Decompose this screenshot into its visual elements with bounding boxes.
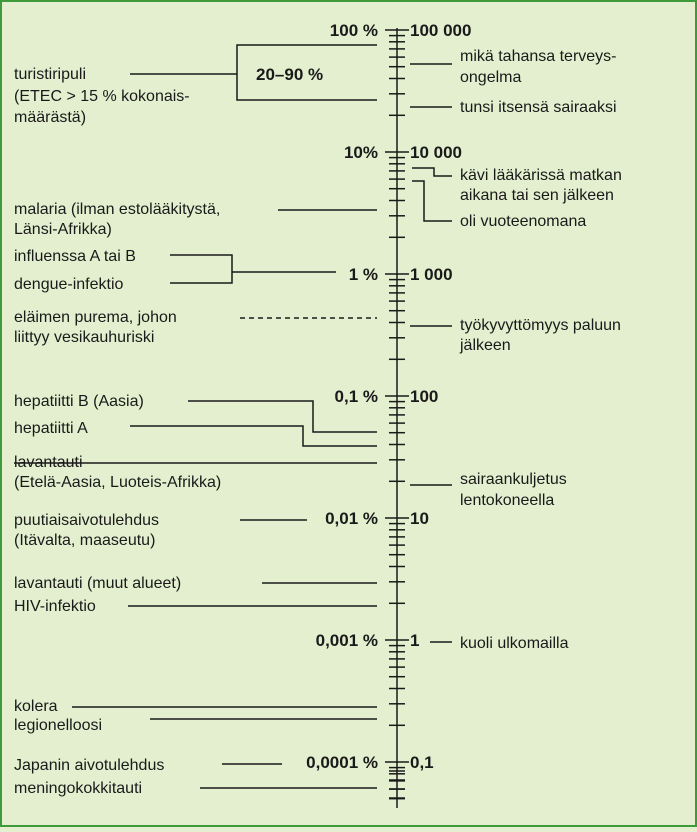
scale-count-label: 1 — [410, 631, 420, 650]
scale-percent-label: 0,001 % — [315, 631, 378, 650]
label-hiv: HIV-infektio — [14, 598, 96, 615]
label-tyokyvyttomyys: työkyvyttömyys paluun — [460, 317, 621, 334]
label-kavi-laakarissa: kävi lääkärissä matkan — [460, 167, 622, 184]
scale-count-label: 0,1 — [410, 753, 434, 772]
scale-percent-label: 100 % — [329, 21, 378, 40]
scale-count-label: 100 — [410, 387, 439, 406]
scale-percent-label: 0,01 % — [325, 509, 378, 528]
label-sairaankuljetus: sairaankuljetus — [460, 471, 567, 488]
leader-line — [130, 426, 377, 446]
label-puutiaisaivotulehdus-region: (Itävalta, maaseutu) — [14, 532, 156, 549]
label-japanin-aivotulehdus: Japanin aivotulehdus — [14, 757, 165, 774]
label-legionelloosi: legionelloosi — [14, 717, 103, 734]
scale-count-label: 1 000 — [410, 265, 453, 284]
group-bracket — [170, 255, 232, 283]
label-vesikauhuriski: liittyy vesikauhuriski — [14, 329, 155, 346]
diagram-border — [1, 1, 696, 826]
label-turistiripuli: turistiripuli — [14, 66, 87, 83]
label-puutiaisaivotulehdus: puutiaisaivotulehdus — [14, 512, 159, 529]
label-sairaankuljetus-cont: lentokoneella — [460, 492, 555, 509]
leader-line — [412, 181, 452, 221]
label-influenssa: influenssa A tai B — [14, 248, 136, 265]
scale-percent-label: 0,1 % — [334, 387, 378, 406]
label-meningokokkitauti: meningokokkitauti — [14, 780, 143, 797]
label-turistiripuli-note: määrästä) — [14, 109, 87, 126]
label-elaimen-purema: eläimen purema, johon — [14, 309, 177, 326]
scale-percent-label: 10% — [343, 143, 378, 162]
label-tunsi-sairaaksi: tunsi itsensä sairaaksi — [460, 99, 617, 116]
label-tyokyvyttomyys-cont: jälkeen — [460, 337, 511, 354]
label-lavantauti: lavantauti — [14, 454, 83, 471]
scale-count-label: 10 — [410, 509, 429, 528]
scale-percent-label: 0,0001 % — [306, 753, 378, 772]
scale-count-label: 100 000 — [410, 21, 472, 40]
label-lavantauti-region: (Etelä-Aasia, Luoteis-Afrikka) — [14, 474, 222, 491]
scale-percent-label: 1 % — [348, 265, 378, 284]
range-bracket-label: 20–90 % — [256, 65, 324, 84]
label-lavantauti-muut: lavantauti (muut alueet) — [14, 575, 182, 592]
scale-count-label: 10 000 — [410, 143, 462, 162]
leader-line — [412, 168, 452, 176]
label-vuoteenomana: oli vuoteenomana — [460, 213, 587, 230]
label-dengue: dengue-infektio — [14, 276, 124, 293]
label-hepatiitti-b: hepatiitti B (Aasia) — [14, 393, 144, 410]
label-kuoli-ulkomailla: kuoli ulkomailla — [460, 635, 569, 652]
label-terveysongelma: mikä tahansa terveys- — [460, 48, 617, 65]
label-malaria-region: Länsi-Afrikka) — [14, 221, 112, 238]
label-turistiripuli-note: (ETEC > 15 % kokonais- — [14, 88, 190, 105]
label-kolera: kolera — [14, 698, 58, 715]
label-kavi-laakarissa-cont: aikana tai sen jälkeen — [460, 187, 614, 204]
label-malaria: malaria (ilman estolääkitystä, — [14, 201, 221, 218]
label-terveysongelma-cont: ongelma — [460, 69, 522, 86]
label-hepatiitti-a: hepatiitti A — [14, 420, 88, 437]
